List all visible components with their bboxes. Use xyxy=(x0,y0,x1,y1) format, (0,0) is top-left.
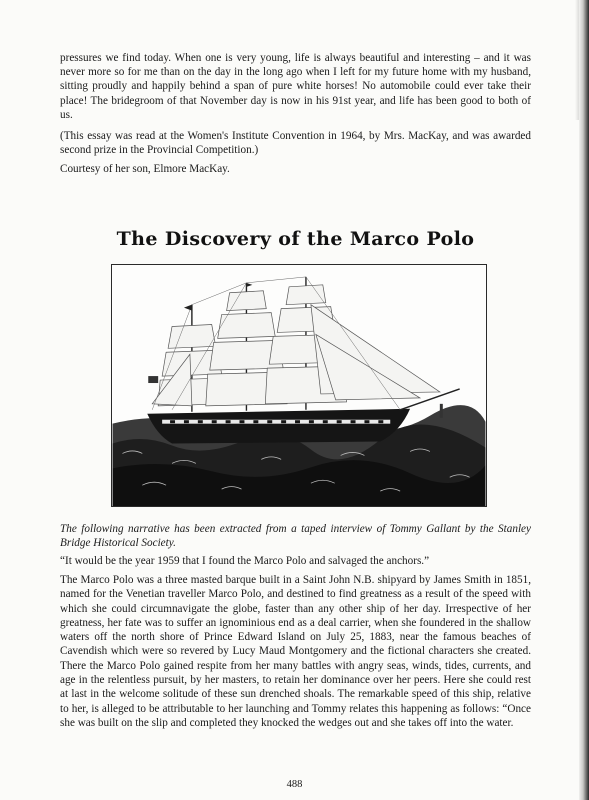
sailing-ship-icon xyxy=(112,265,486,506)
ship-illustration xyxy=(111,264,487,507)
paragraph-essay-note: (This essay was read at the Women's Institute Convention in 1964, by Mrs. MacKay, and was awarded second prize in the Provincial Competition.) xyxy=(60,130,531,157)
article-body: The Marco Polo was a three masted barque built in a Saint John N.B. shipyard by James Smith in 1851, named for the Venetian traveller Marco Polo, and destined to find greatness as a result of the speed with which she could circumnavigate the globe, faster than any other ship of her day. Irrespective of her greatness, her fate was to suffer an ignominious end as a deal carrier, when she foundered in the shallow waters off the north shore of Prince Edward Island on July 25, 1883, near the famous beaches of Cavendish which were so revered by Lucy Maud Montgomery and the fictional characters she created. There the Marco Polo gained respite from her many battles with angry seas, winds, tides, currents, and age in the relentless pursuit, by her masters, to retain her dominance over her peers. Here she could rest at last in the welcome solitude of these sun drenched shoals. The remarkable speed of this ship, relative to her, is alleged to be attributable to her launching and Tommy relates this happening as follows: “Once she was built on the slip and completed they knocked the wedges out and she takes off into the water. xyxy=(60,574,531,729)
article-title: The Discovery of the Marco Polo xyxy=(116,228,475,250)
paragraph-courtesy: Courtesy of her son, Elmore MacKay. xyxy=(60,163,230,175)
paragraph-essay-ending: pressures we find today. When one is very young, life is always beautiful and interesting – and it was never more so for me than on the day in the long ago when I left for my future home with my husband, sitting proudly and happily behind a span of pure white horses! No automobile could ever take their place! The bridegroom of that November day is now in his 91st year, and life has been good to both of us. xyxy=(60,52,531,121)
article-caption: The following narrative has been extracted from a taped interview of Tommy Gallant by the Stanley Bridge Historical Society. xyxy=(60,523,531,549)
page-number: 488 xyxy=(286,779,303,790)
article-quote: “It would be the year 1959 that I found the Marco Polo and salvaged the anchors.” xyxy=(60,555,430,567)
scan-edge xyxy=(579,0,589,800)
